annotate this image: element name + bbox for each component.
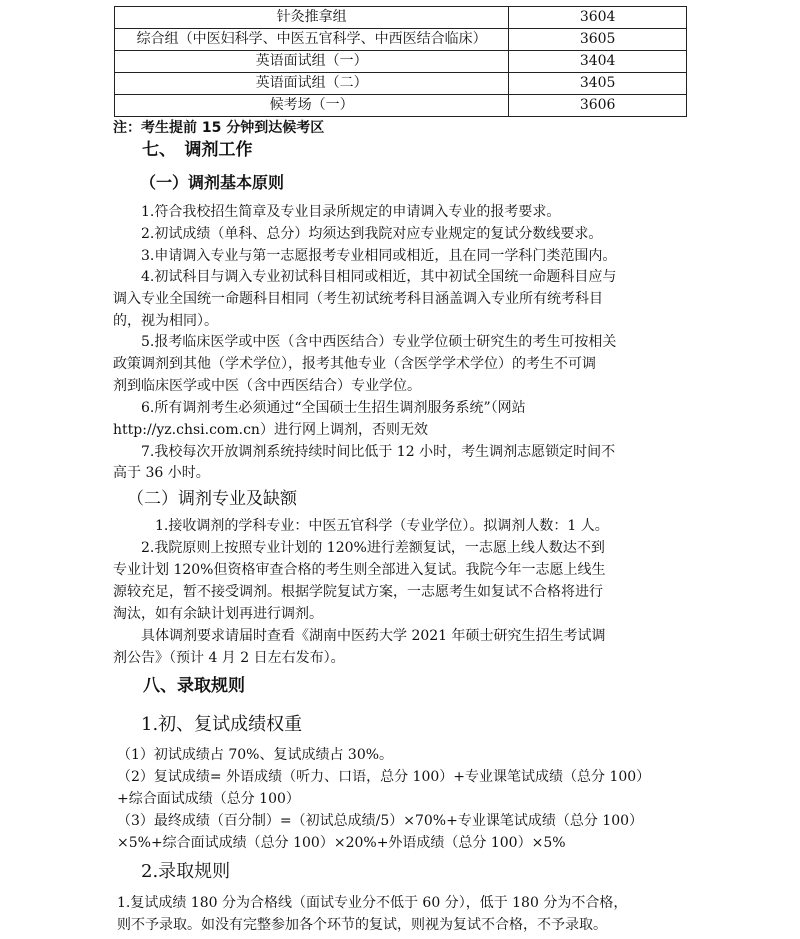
paragraph-line: http://yz.chsi.com.cn）进行网上调剂，否则无效 [113,422,428,438]
group-name-cell: 英语面试组（一） [115,51,509,73]
paragraph-line: 2.我院原则上按照专业计划的 120%进行差额复试，一志愿上线人数达不到 [141,540,605,556]
paragraph-line: +综合面试成绩（总分 100） [117,791,300,807]
section-7-heading: 七、 调剂工作 [142,140,253,160]
paragraph-line: ×5%+综合面试成绩（总分 100）×20%+外语成绩（总分 100）×5% [117,835,566,851]
section-8-1-heading: 1.初、复试成绩权重 [141,714,303,735]
paragraph-line: 2.初试成绩（单科、总分）均须达到我院对应专业规定的复试分数线要求。 [141,226,603,242]
section-7-1-heading: （一）调剂基本原则 [140,173,285,192]
section-8-heading: 八、录取规则 [143,676,245,696]
table-row [115,73,687,95]
paragraph-line: 6.所有调剂考生必须通过“全国硕士生招生调剂服务系统”（网站 [141,400,526,416]
paragraph-line: 政策调剂到其他（学术学位），报考其他专业（含医学学术学位）的考生不可调 [113,356,596,372]
room-number-cell: 3604 [509,7,687,29]
paragraph-line: 1.接收调剂的学科专业：中医五官科学（专业学位）。拟调剂人数：1 人。 [155,518,609,534]
paragraph-line: 具体调剂要求请届时查看《湖南中医药大学 2021 年硕士研究生招生考试调 [141,628,606,644]
group-name-cell: 英语面试组（二） [115,73,509,95]
table-note: 注：考生提前 15 分钟到达候考区 [113,120,325,136]
paragraph-line: 调入专业全国统一命题科目相同（考生初试统考科目涵盖调入专业所有统考科目 [113,291,603,307]
table-row [115,29,687,51]
paragraph-line: 淘汰，如有余缺计划再进行调剂。 [113,606,323,622]
room-number-cell: 3404 [509,51,687,73]
paragraph-line: 则不予录取。如没有完整参加各个环节的复试，则视为复试不合格，不予录取。 [117,917,607,933]
paragraph-line: （1）初试成绩占 70%、复试成绩占 30%。 [117,747,394,763]
paragraph-line: 剂到临床医学或中医（含中西医结合）专业学位。 [113,378,421,394]
paragraph-line: 剂公告》（预计 4 月 2 日左右发布）。 [113,650,345,666]
paragraph-line: 源较充足，暂不接受调剂。根据学院复试方案，一志愿考生如复试不合格将进行 [113,584,603,600]
paragraph-line: 1.复试成绩 180 分为合格线（面试专业分不低于 60 分），低于 180 分为不合格， [117,895,628,911]
table-row [115,51,687,73]
paragraph-line: 的，视为相同）。 [113,313,218,329]
table-row [115,7,687,29]
table-row [115,95,687,117]
group-name-cell: 候考场（一） [115,95,509,117]
paragraph-line: 4.初试科目与调入专业初试科目相同或相近，其中初试全国统一命题科目应与 [141,269,617,285]
paragraph-line: 1.符合我校招生简章及专业目录所规定的申请调入专业的报考要求。 [141,204,561,220]
room-number-cell: 3606 [509,95,687,117]
paragraph-line: 5.报考临床医学或中医（含中西医结合）专业学位硕士研究生的考生可按相关 [141,334,617,350]
room-number-cell: 3605 [509,29,687,51]
section-7-2-heading: （二）调剂专业及缺额 [127,489,297,509]
paragraph-line: 7.我校每次开放调剂系统持续时间比低于 12 小时，考生调剂志愿锁定时间不 [141,444,616,460]
room-number-cell: 3405 [509,73,687,95]
paragraph-line: 高于 36 小时。 [113,465,210,481]
paragraph-line: 专业计划 120%但资格审查合格的考生则全部进入复试。我院今年一志愿上线生 [113,562,606,578]
paragraph-line: （3）最终成绩（百分制）=（初试总成绩/5）×70%+专业课笔试成绩（总分 100） [117,813,644,829]
paragraph-line: 3.申请调入专业与第一志愿报考专业相同或相近，且在同一学科门类范围内。 [141,248,617,264]
group-name-cell: 针灸推拿组 [115,7,509,29]
section-8-2-heading: 2.录取规则 [141,861,231,882]
paragraph-line: （2）复试成绩= 外语成绩（听力、口语，总分 100）+专业课笔试成绩（总分 100） [117,769,651,785]
exam-room-table [114,6,687,117]
group-name-cell: 综合组（中医妇科学、中医五官科学、中西医结合临床） [115,29,509,51]
